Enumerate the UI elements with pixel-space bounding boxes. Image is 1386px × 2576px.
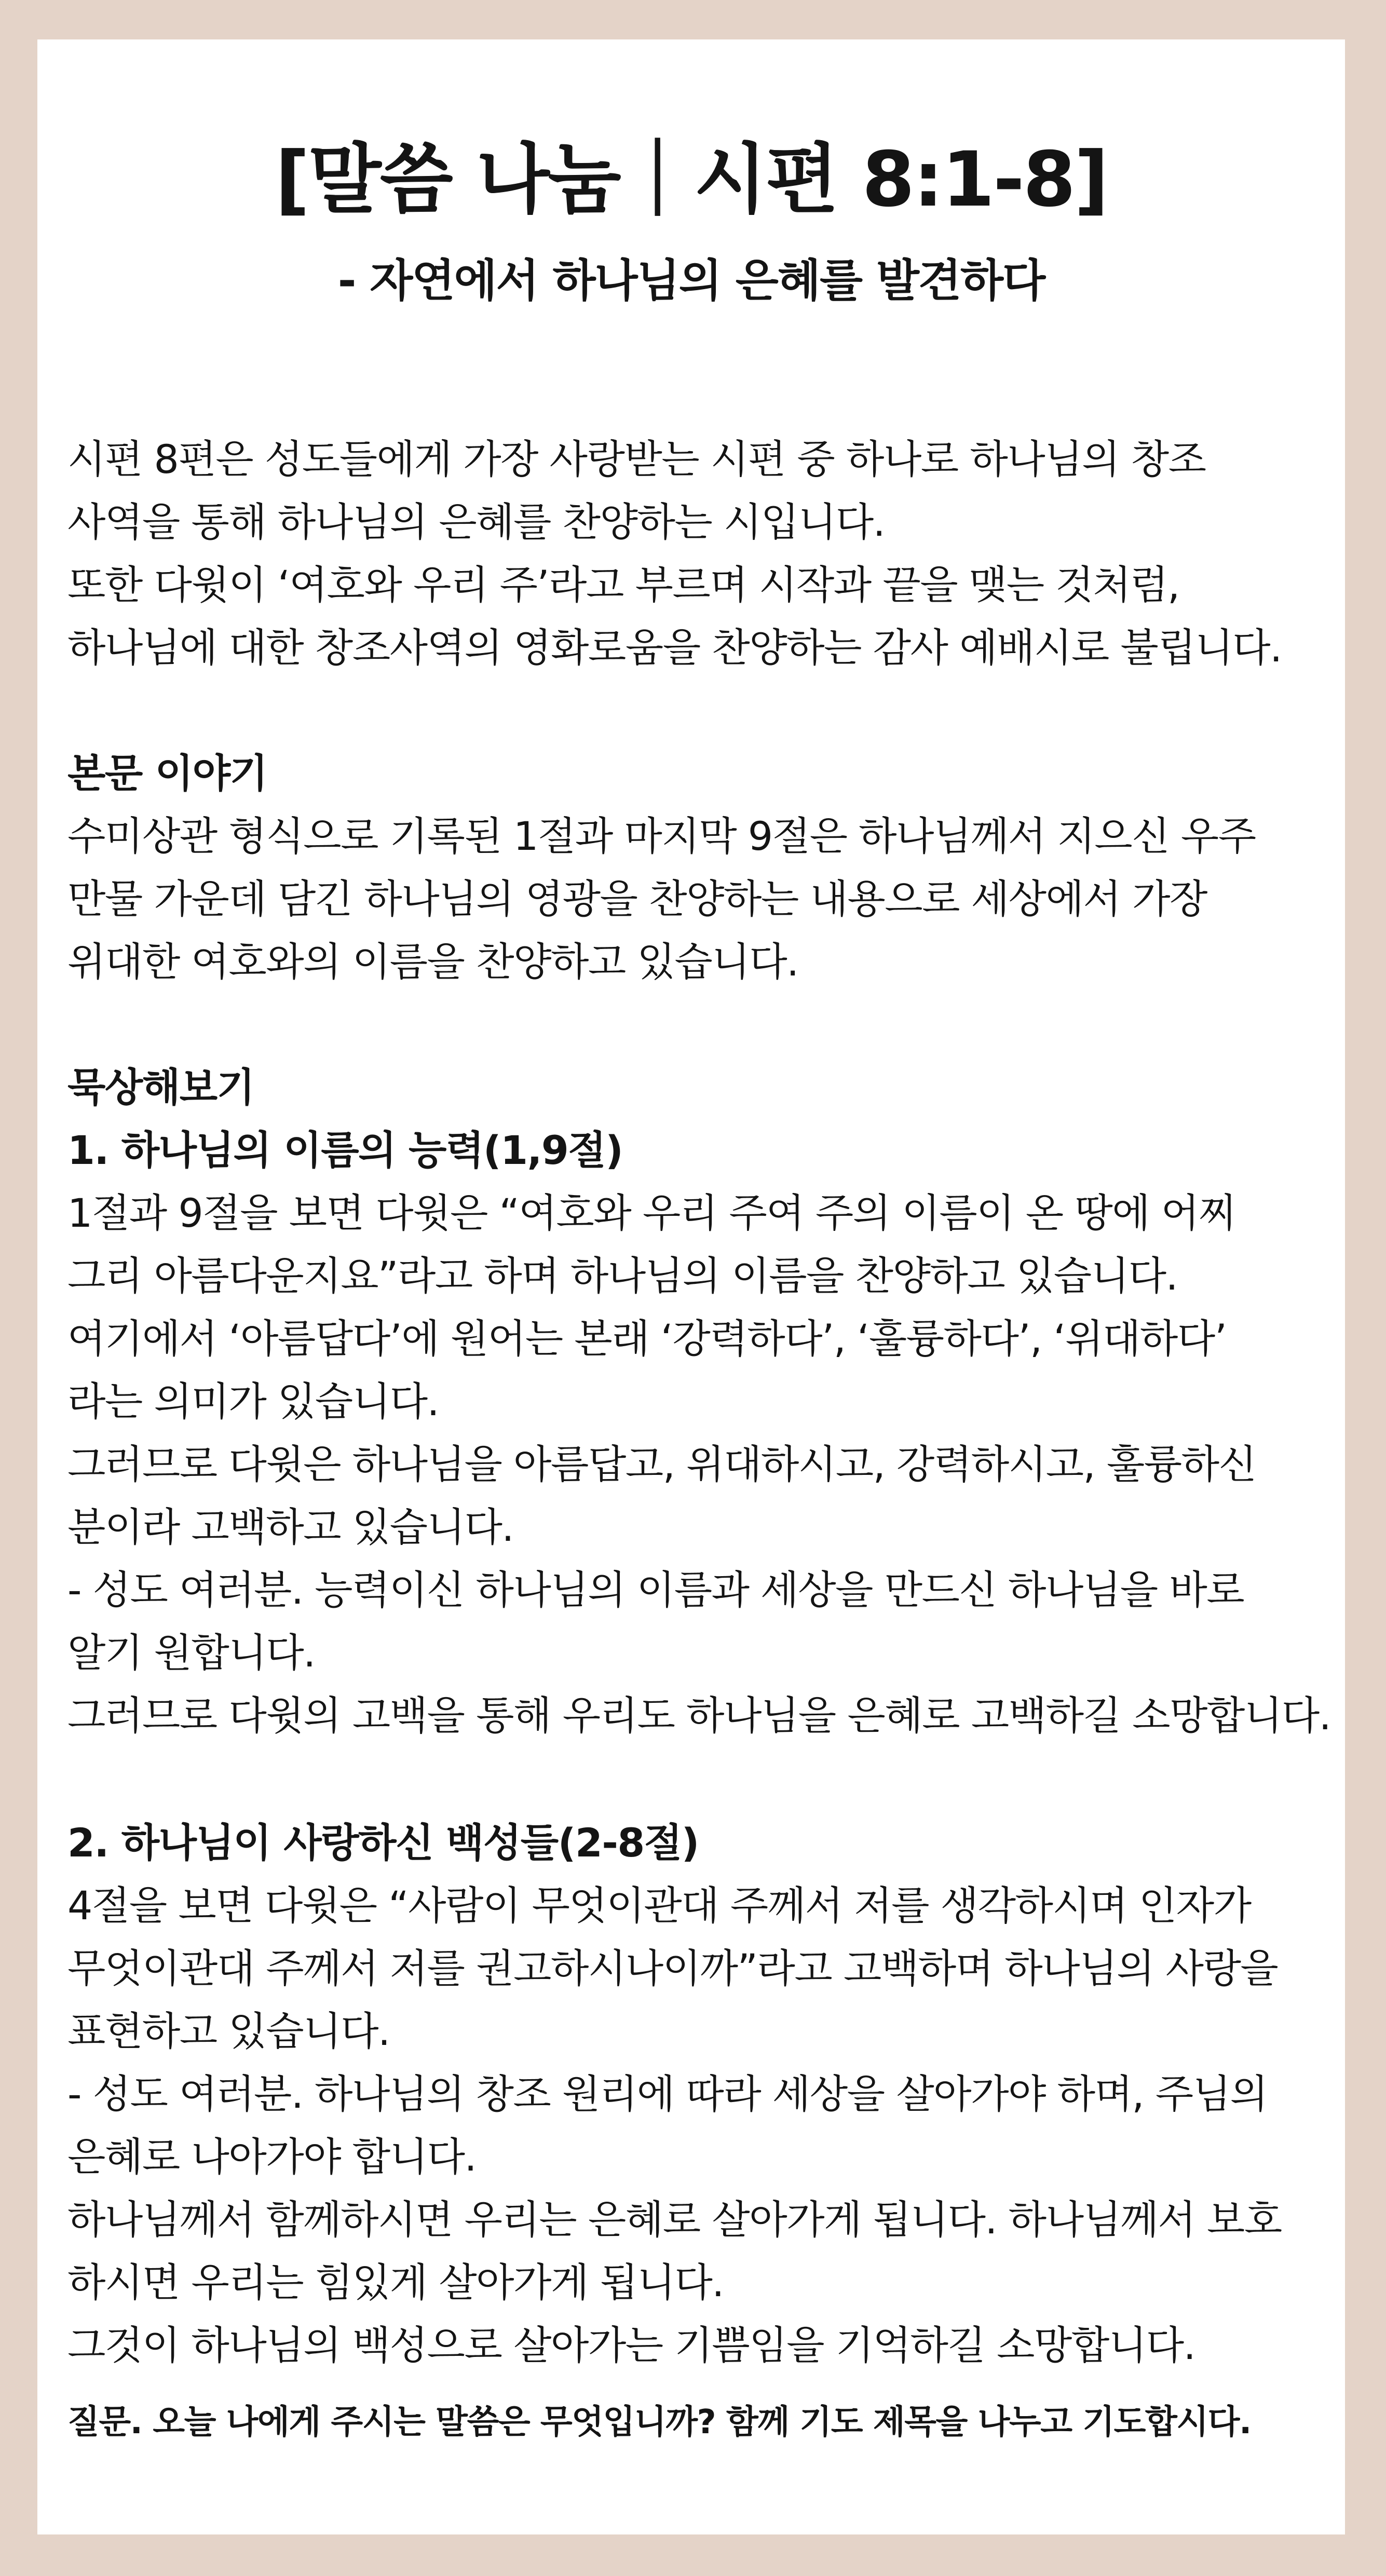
point2-section: [67, 1811, 1340, 2377]
point2-line: 하시면 우리는 힘있게 살아가게 됩니다.: [67, 2259, 724, 2306]
intro-line: 사역을 통해 하나님의 은혜를 찬양하는 시입니다.: [67, 499, 885, 545]
page-subtitle: - 자연에서 하나님의 은혜를 발견하다: [337, 255, 1045, 307]
intro-line: 또한 다윗이 ‘여호와 우리 주’라고 부르며 시작과 끝을 맺는 것처럼,: [67, 562, 1179, 608]
point1-line: 그러므로 다윗의 고백을 통해 우리도 하나님을 은혜로 고백하길 소망합니다.: [67, 1692, 1331, 1739]
point2-line: 표현하고 있습니다.: [67, 2008, 390, 2054]
point2-line: 그것이 하나님의 백성으로 살아가는 기쁨임을 기억하길 소망합니다.: [67, 2322, 1195, 2368]
point1-line: - 성도 여러분. 능력이신 하나님의 이름과 세상을 만드신 하나님을 바로: [67, 1567, 1244, 1613]
point1-heading: 1. 하나님의 이름의 능력(1,9절): [67, 1127, 623, 1173]
meditation-section: [67, 1056, 1340, 1747]
point2-heading: 2. 하나님이 사랑하신 백성들(2-8절): [67, 1820, 699, 1866]
page-title: [말씀 나눔｜시편 8:1-8]: [275, 135, 1108, 224]
content-card: [37, 39, 1345, 2534]
point2-line: 하나님께서 함께하시면 우리는 은혜로 살아가게 됩니다. 하나님께서 보호: [67, 2197, 1282, 2243]
point1-line: 1절과 9절을 보면 다윗은 “여호와 우리 주여 주의 이름이 온 땅에 어찌: [67, 1190, 1236, 1236]
intro-paragraph: [67, 428, 1340, 679]
meditation-heading: 묵상해보기: [67, 1064, 254, 1110]
story-line: 위대한 여호와의 이름을 찬양하고 있습니다.: [67, 939, 798, 985]
story-heading: 본문 이야기: [67, 750, 267, 796]
point1-line: 그리 아름다운지요”라고 하며 하나님의 이름을 찬양하고 있습니다.: [67, 1253, 1178, 1299]
point1-line: 분이라 고백하고 있습니다.: [67, 1504, 514, 1550]
point2-line: 은혜로 나아가야 합니다.: [67, 2134, 477, 2180]
point1-line: 라는 의미가 있습니다.: [67, 1378, 439, 1425]
point1-line: 알기 원합니다.: [67, 1630, 315, 1676]
point2-line: 4절을 보면 다윗은 “사람이 무엇이관대 주께서 저를 생각하시며 인자가: [67, 1882, 1251, 1929]
point1-line: 그러므로 다윗은 하나님을 아름답고, 위대하시고, 강력하시고, 훌륭하신: [67, 1441, 1256, 1487]
story-line: 수미상관 형식으로 기록된 1절과 마지막 9절은 하나님께서 지으신 우주: [67, 813, 1256, 859]
point1-line: 여기에서 ‘아름답다’에 원어는 본래 ‘강력하다’, ‘훌륭하다’, ‘위대하다’: [67, 1316, 1227, 1362]
intro-line: 시편 8편은 성도들에게 가장 사랑받는 시편 중 하나로 하나님의 창조: [67, 436, 1206, 482]
story-section: [67, 742, 1340, 993]
intro-line: 하나님에 대한 창조사역의 영화로움을 찬양하는 감사 예배시로 불립니다.: [67, 625, 1282, 671]
point2-line: - 성도 여러분. 하나님의 창조 원리에 따라 세상을 살아가야 하며, 주님의: [67, 2071, 1268, 2117]
discussion-question: 질문. 오늘 나에게 주시는 말씀은 무엇입니까? 함께 기도 제목을 나누고 기도합시다.: [67, 2403, 1251, 2442]
story-line: 만물 가운데 담긴 하나님의 영광을 찬양하는 내용으로 세상에서 가장: [67, 876, 1207, 922]
point2-line: 무엇이관대 주께서 저를 권고하시나이까”라고 고백하며 하나님의 사랑을: [67, 1945, 1278, 1991]
